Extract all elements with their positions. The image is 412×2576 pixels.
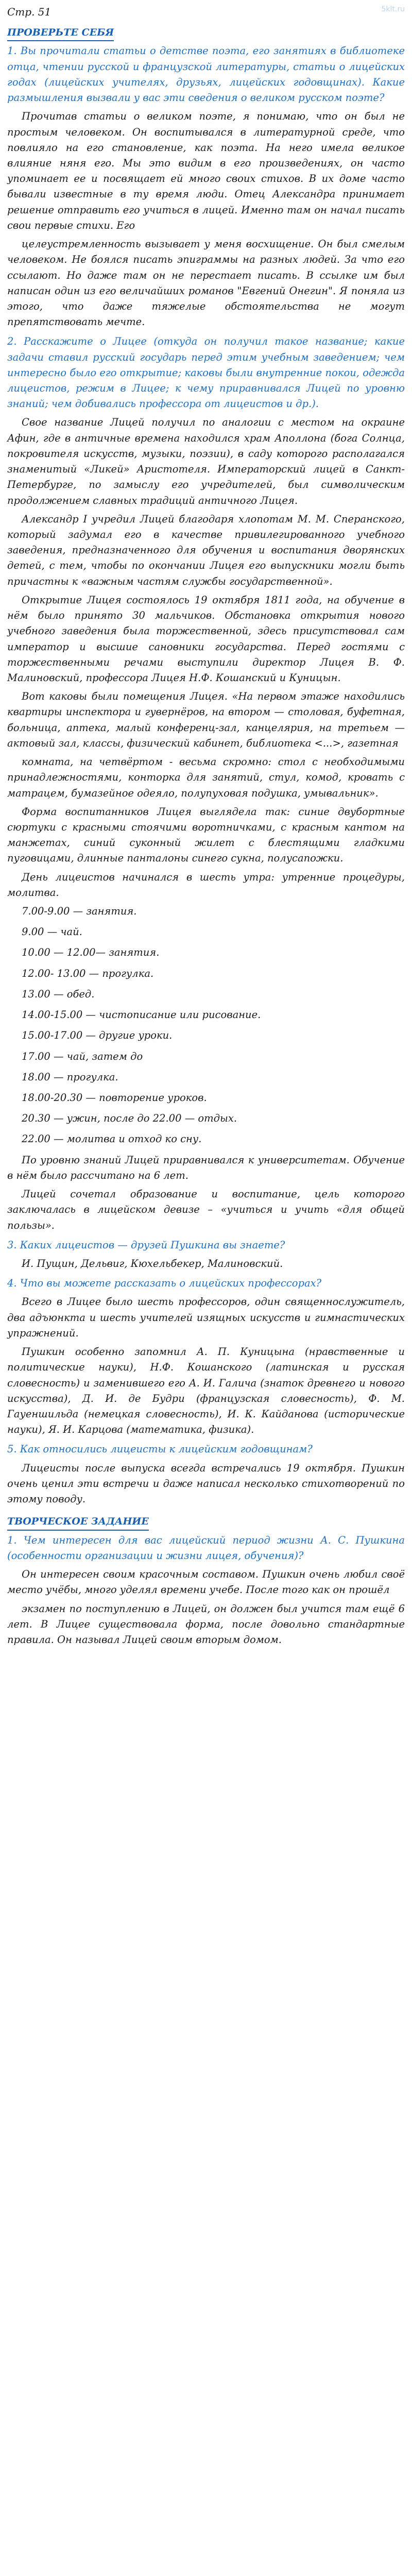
answer-3	[7, 1256, 405, 1272]
schedule-item: 12.00- 13.00 — прогулка.	[22, 967, 154, 979]
question-creative-1: 1. Чем интересен для вас лицейский период жизни А. С. Пушкина (особенности организации и жизни лицея, обучения)?	[7, 1534, 405, 1562]
question-1: 1. Вы прочитали статьи о детстве поэта, его занятиях в библиотеке отца, чтении русской и французской литературы, статьи о лицейских годах (лицейских учителях, друзьях, лицейских годовщинах). Какие размышления вызвали у вас эти сведения о великом русском поэте?	[7, 45, 405, 104]
answer-paragraph: комната, на четвёртом - весьма скромно: стол с необходимыми принадлежностями, конторка для занятий, стул, комод, кровать с матрацем, бумазейное одеяло, полупуховая подушка, умывальник».	[7, 756, 405, 799]
answer-paragraph: экзамен по поступлению в Лицей, он должен был учится там ещё 6 лет. В Лицее существовала форма, после довольно стандартные правила. Он называл Лицей своим вторым домом.	[7, 1602, 405, 1646]
answer-paragraph: Всего в Лицее было шесть профессоров, один священнослужитель, два адъюнкта и шесть учителей изящных искусств и гимнастических упражнений.	[7, 1296, 405, 1339]
document-page	[7, 4, 405, 2576]
answer-paragraph: Прочитав статьи о великом поэте, я понимаю, что он был не простым человеком. Он воспитывался в литературной среде, что повлияло на его становление, как поэта. На него имела великое влияние няня его. Мы это видим в его произведениях, он часто упоминает ее и посвящает ей много своих стихов. В их доме часто бывали известные в ту время люди. Отец Александра принимает решение отправить его учиться в лицей. Именно там он начал писать свои первые стихи. Его	[7, 110, 405, 231]
answer-creative-1	[7, 1567, 405, 1648]
answer-paragraph: И. Пущин, Дельвиг, Кюхельбекер, Малиновский.	[22, 1257, 283, 1269]
answer-2	[7, 415, 405, 901]
question-2: 2. Расскажите о Лицее (откуда он получил такое название; какие задачи ставил русский государь перед этим учебным заведением; чем интересно было его открытие; каковы были внутренние покои, одежда лицеистов, режим в Лицее; к чему приравнивался Лицей по уровню знаний; чем добивались профессора от лицеистов и др.).	[7, 335, 405, 410]
page-number: Стр. 51	[7, 6, 52, 18]
section-title-creative: ТВОРЧЕСКОЕ ЗАДАНИЕ	[7, 1514, 149, 1530]
answer-5	[7, 1461, 405, 1507]
answer-4	[7, 1294, 405, 1437]
schedule-item: 14.00-15.00 — чистописание или рисование.	[22, 1009, 261, 1021]
schedule-item: 9.00 — чай.	[22, 926, 82, 938]
schedule-item: 10.00 — 12.00— занятия.	[22, 946, 160, 959]
answer-2-end	[7, 1153, 405, 1233]
question-5: 5. Как относились лицеисты к лицейским годовщинам?	[7, 1443, 313, 1455]
answer-paragraph: целеустремленность вызывает у меня восхищение. Он был смелым человеком. Не боялся писать эпиграммы на разных людей. За что его ссылают. Но даже там он не перестает писать. В ссылке им был написан один из его величайших романов "Евгений Онегин". Я поняла из этого, что даже тяжелые обстоятельства не могут препятствовать мечте.	[7, 238, 405, 328]
daily-schedule	[7, 904, 405, 1147]
site-watermark: 5klt.ru	[381, 5, 405, 13]
answer-paragraph: День лицеистов начинался в шесть утра: утренние процедуры, молитва.	[7, 871, 405, 899]
schedule-item: 20.30 — ужин, после до 22.00 — отдых.	[22, 1112, 237, 1125]
schedule-item: 18.00 — прогулка.	[22, 1071, 118, 1083]
answer-paragraph: Он интересен своим красочным составом. Пушкин очень любил своё место учёбы, много уделял времени учебе. После того как он прошёл	[7, 1568, 405, 1596]
schedule-item: 18.00-20.30 — повторение уроков.	[22, 1092, 207, 1104]
section-title-check: ПРОВЕРЬТЕ СЕБЯ	[7, 25, 114, 41]
answer-paragraph: Открытие Лицея состоялось 19 октября 1811 года, на обучение в нём было принято 30 мальчиков. Обстановка открытия нового учебного заведения была торжественной, здесь присутствовал сам император и высшие сановники государства. Перед гостями с торжественными речами выступили директор Лицея В. Ф. Малиновский, профессора Лицея Н.Ф. Кошанский и Куницын.	[7, 594, 405, 684]
schedule-item: 13.00 — обед.	[22, 988, 95, 1000]
schedule-item: 15.00-17.00 — другие уроки.	[22, 1029, 173, 1042]
answer-paragraph: Лицеисты после выпуска всегда встречались 19 октября. Пушкин очень ценил эти встречи и даже написал несколько стихотворений по этому поводу.	[7, 1462, 405, 1505]
schedule-item: 7.00-9.00 — занятия.	[22, 905, 137, 918]
answer-paragraph: Вот каковы были помещения Лицея. «На первом этаже находились квартиры инспектора и гувернёров, на втором — столовая, буфетная, больница, аптека, малый конференц-зал, канцелярия, на третьем — актовый зал, классы, физический кабинет, библиотека <...>, газетная	[7, 690, 405, 749]
answer-paragraph: По уровню знаний Лицей приравнивался к университетам. Обучение в нём было рассчитано на 6 лет.	[7, 1154, 405, 1181]
question-4: 4. Что вы можете рассказать о лицейских профессорах?	[7, 1277, 322, 1290]
question-3: 3. Каких лицеистов — друзей Пушкина вы знаете?	[7, 1239, 285, 1251]
answer-paragraph: Лицей сочетал образование и воспитание, цель которого заключалась в лицейском девизе – «учиться и учить «для общей пользы».	[7, 1188, 405, 1231]
schedule-item: 17.00 — чай, затем до	[22, 1050, 143, 1062]
answer-paragraph: Пушкин особенно запомнил А. П. Куницына (нравственные и политические науки), Н.Ф. Кошанского (латинская и русская словесность) и заменившего его А. И. Галича (знаток древнего и нового искусства), Д. И. де Будри (французская словесность), Ф. М. Гауеншильда (немецкая словесность), И. К. Кайданова (исторические науки), Я. И. Карцова (математика, физика).	[7, 1346, 405, 1436]
answer-paragraph: Свое название Лицей получил по аналогии с местом на окраине Афин, где в античные времена находился храм Аполлона (бога Солнца, покровителя искусств, музыки, поэзии), в саду которого располагался знаменитый «Ликей» Аристотеля. Императорский лицей в Санкт-Петербурге, по замыслу его учредителей, был символическим продолжением славных традиций античного Лицея.	[7, 416, 405, 506]
answer-1	[7, 109, 405, 330]
schedule-item: 22.00 — молитва и отход ко сну.	[22, 1133, 202, 1145]
answer-paragraph: Форма воспитанников Лицея выглядела так: синие двубортные сюртуки с красными стоячими воротничками, с красным кантом на манжетах, синий суконный жилет с блестящими гладкими пуговицами, длинные панталоны синего сукна, полусапожки.	[7, 805, 405, 865]
answer-paragraph: Александр I учредил Лицей благодаря хлопотам М. М. Сперанского, который задумал его в качестве привилегированного учебного заведения, предназначенного для обучения и воспитания дворянских детей, с тем, чтобы по окончании Лицея его выпускники могли быть причастны к «важным частям службы государственной».	[7, 513, 405, 587]
